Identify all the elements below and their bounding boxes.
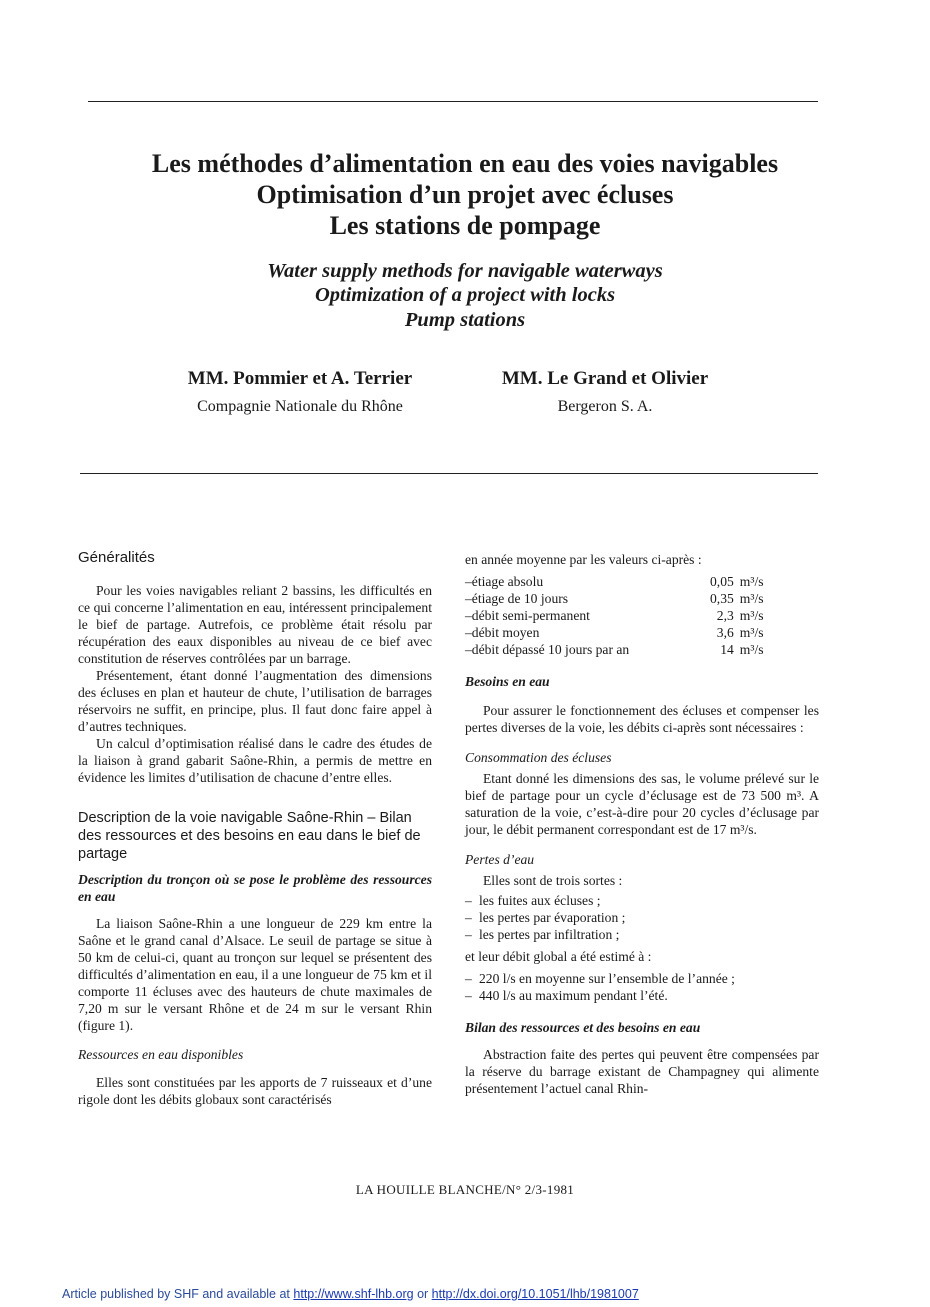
flow-label: débit semi-permanent xyxy=(471,608,590,623)
shf-link[interactable]: http://www.shf-lhb.org xyxy=(293,1287,414,1301)
flows-table xyxy=(465,573,819,658)
publish-middle: or xyxy=(413,1287,432,1301)
title-fr-line3: Les stations de pompage xyxy=(329,211,601,240)
flow-row: – débit semi-permanent 2,3 m³/s xyxy=(465,608,764,623)
title-en-line1: Water supply methods for navigable waterways xyxy=(267,260,663,282)
heading-description: Description de la voie navigable Saône-Rhin – Bilan des ressources et des besoins en eau dans le bief de partage xyxy=(78,810,421,862)
title-en-line2: Optimization of a project with locks xyxy=(314,284,616,306)
flow-value: 14 xyxy=(720,642,734,657)
paragraph-estime: et leur débit global a été estimé à : xyxy=(465,949,652,964)
publish-prefix: Article published by SHF and available at xyxy=(62,1287,294,1301)
subheading-ressources: Ressources en eau disponibles xyxy=(78,1047,244,1062)
list-item: – les pertes par évaporation ; xyxy=(465,910,626,925)
publish-notice xyxy=(62,1287,639,1301)
flow-label: débit moyen xyxy=(471,625,540,640)
author-1-name: MM. Pommier et A. Terrier xyxy=(187,368,413,389)
author-1-affiliation: Compagnie Nationale du Rhône xyxy=(197,398,403,415)
paragraph-3: Un calcul d’optimisation réalisé dans le cadre des études de la liaison à grand gabarit Saône-Rhin, a permis de mettre en évidence les limites d’utilisation de chacune d’entre elles. xyxy=(78,736,432,785)
list-item: – 440 l/s au maximum pendant l’été. xyxy=(465,988,668,1003)
list-item: – les fuites aux écluses ; xyxy=(465,893,601,908)
subheading-consommation: Consommation des écluses xyxy=(465,750,612,765)
subheading-troncon: Description du tronçon où se pose le problème des ressources en eau xyxy=(78,872,432,904)
flow-unit: m³/s xyxy=(739,642,764,657)
flow-row: – étiage absolu 0,05 m³/s xyxy=(465,574,764,589)
title-en-line3: Pump stations xyxy=(404,309,526,331)
journal-footer: LA HOUILLE BLANCHE/N° 2/3-1981 xyxy=(355,1182,575,1197)
header-rule xyxy=(80,473,818,474)
flow-value: 0,35 xyxy=(710,591,734,606)
paragraph-besoins: Pour assurer le fonctionnement des écluses et compenser les pertes diverses de la voie, les débits ci-après sont nécessaires : xyxy=(465,703,819,735)
doi-link[interactable]: http://dx.doi.org/10.1051/lhb/1981007 xyxy=(431,1287,639,1301)
flow-row: – étiage de 10 jours 0,35 m³/s xyxy=(465,591,764,606)
list-item: – les pertes par infiltration ; xyxy=(465,927,620,942)
list-item: – 220 l/s en moyenne sur l’ensemble de l’année ; xyxy=(465,971,735,986)
flow-unit: m³/s xyxy=(739,574,764,589)
flow-row: – débit moyen 3,6 m³/s xyxy=(465,625,764,640)
paragraph-pertes: Elles sont de trois sortes : xyxy=(483,873,623,888)
flow-value: 0,05 xyxy=(710,574,734,589)
paragraph-4: La liaison Saône-Rhin a une longueur de 229 km entre la Saône et le grand canal d’Alsace. Le seuil de partage se situe à 50 km de celui-ci, quant au tronçon sur lequel se présentent des difficultés d’alimentation en eau, il a une longueur de 75 km et il comporte 11 écluses avec des hauteurs de chute maximales de 7,20 m sur le versant Rhône et de 24 m sur le versant Rhin (figure 1). xyxy=(78,916,432,1033)
pertes-list xyxy=(465,892,819,943)
author-2-name: MM. Le Grand et Olivier xyxy=(501,368,709,389)
author-2-affiliation: Bergeron S. A. xyxy=(557,398,653,415)
top-rule xyxy=(88,101,818,102)
subheading-besoins: Besoins en eau xyxy=(465,674,550,689)
flows-intro: en année moyenne par les valeurs ci-après : xyxy=(465,552,702,567)
subheading-bilan: Bilan des ressources et des besoins en eau xyxy=(465,1020,701,1035)
paragraph-5: Elles sont constituées par les apports de 7 ruisseaux et d’une rigole dont les débits globaux sont caractérisés xyxy=(78,1075,432,1107)
title-fr-line2: Optimisation d’un projet avec écluses xyxy=(256,180,674,209)
flow-row: – débit dépassé 10 jours par an 14 m³/s xyxy=(465,642,764,657)
subheading-pertes: Pertes d’eau xyxy=(465,852,535,867)
flow-value: 3,6 xyxy=(716,625,734,640)
title-fr-line1: Les méthodes d’alimentation en eau des voies navigables xyxy=(151,149,779,178)
right-column xyxy=(465,551,819,1097)
paragraph-consommation: Etant donné les dimensions des sas, le volume prélevé sur le bief de partage pour un cycle d’éclusage est de 73 500 m³. A saturation de la voie, c’est-à-dire pour 20 cycles d’éclusage par jour, le débit permanent correspondant est de 17 m³/s. xyxy=(465,771,819,837)
estime-list xyxy=(465,970,819,1004)
left-column xyxy=(78,549,432,1108)
flow-unit: m³/s xyxy=(739,608,764,623)
flow-label: débit dépassé 10 jours par an xyxy=(471,642,630,657)
heading-generalites: Généralités xyxy=(78,549,155,566)
flow-unit: m³/s xyxy=(739,591,764,606)
paragraph-bilan: Abstraction faite des pertes qui peuvent être compensées par la réserve du barrage existant de Champagney qui alimente présentement l’actuel canal Rhin- xyxy=(465,1047,819,1096)
flow-unit: m³/s xyxy=(739,625,764,640)
flow-label: étiage de 10 jours xyxy=(471,591,569,606)
flow-label: étiage absolu xyxy=(471,574,544,589)
paragraph-2: Présentement, étant donné l’augmentation des dimensions des écluses en plan et hauteur de chute, l’utilisation de barrages réservoirs ne suffit, en principe, plus. Il faut donc faire appel à d’autres techniques. xyxy=(78,668,432,734)
flow-value: 2,3 xyxy=(716,608,734,623)
paragraph-1: Pour les voies navigables reliant 2 bassins, les difficultés en ce qui concerne l’alimentation en eau, intéressent principalement le bief de partage. Autrefois, ce problème était résolu par récupération des eaux disponibles au niveau de ce bief avec constitution de réserves contrôlées par un barrage. xyxy=(78,583,432,666)
